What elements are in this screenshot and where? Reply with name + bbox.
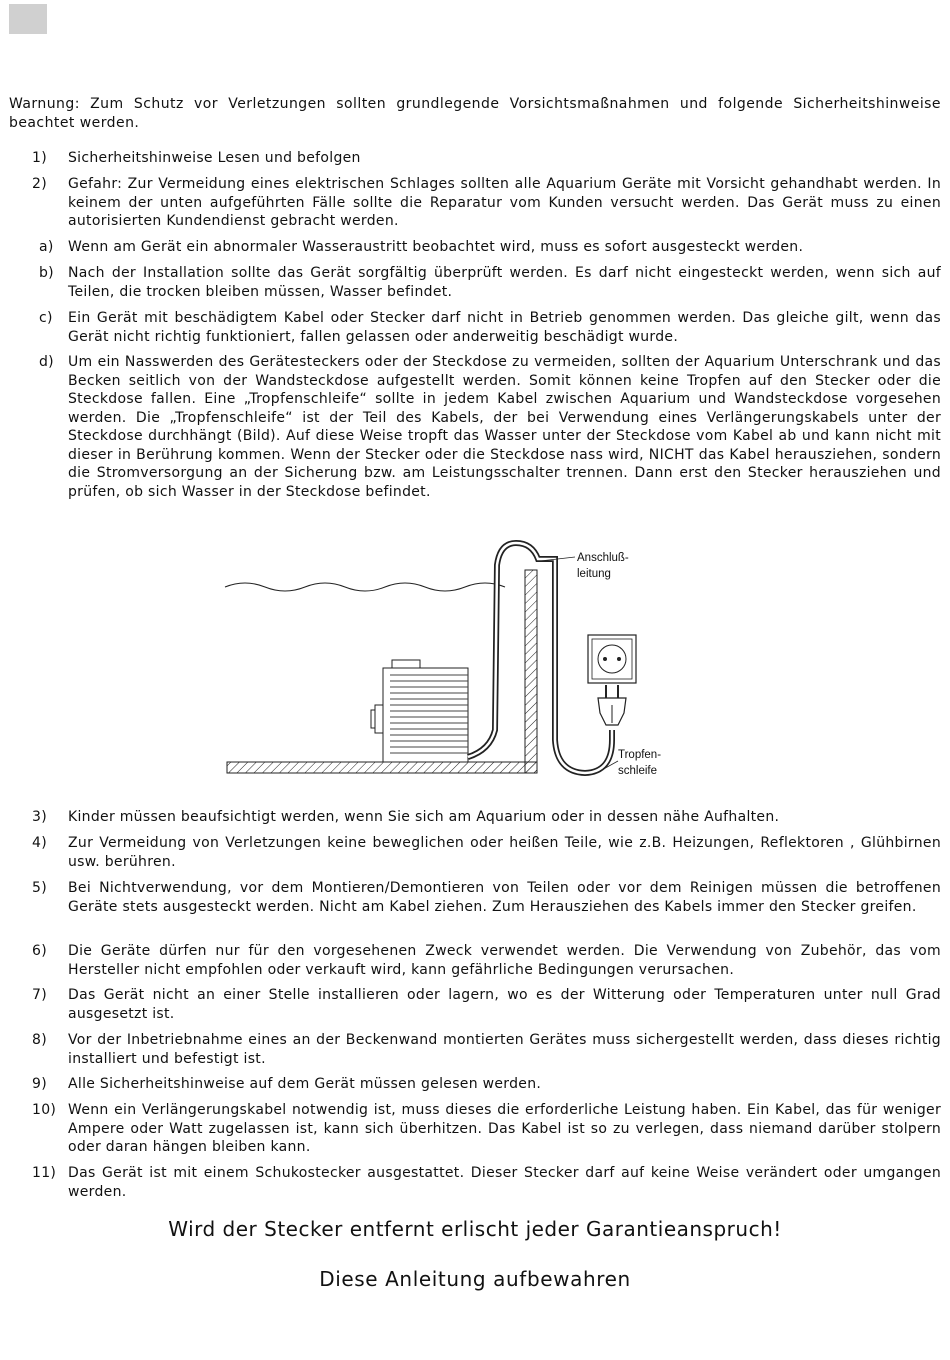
item-number: 10) bbox=[32, 1102, 57, 1118]
item-text: Das Gerät ist mit einem Schukostecker ausgestattet. Dieser Stecker darf auf keine Weise verändert oder umgangen werden. bbox=[68, 1165, 941, 1200]
list-item bbox=[9, 1031, 941, 1068]
warranty-warning: Wird der Stecker entfernt erlischt jeder Garantieanspruch! bbox=[168, 1217, 782, 1241]
item-letter: a) bbox=[39, 239, 54, 255]
list-item bbox=[9, 309, 941, 346]
label-loop-2: schleife bbox=[618, 765, 657, 777]
item-text: Ein Gerät mit beschädigtem Kabel oder Stecker darf nicht in Betrieb genommen werden. Das gleiche gilt, wenn das Gerät nicht richtig funktioniert, fallen gelassen oder anderweitig beschädigt wurde. bbox=[68, 310, 941, 345]
list-item bbox=[9, 942, 941, 979]
list-item bbox=[9, 175, 941, 231]
list-item bbox=[9, 264, 941, 301]
item-text: Nach der Installation sollte das Gerät sorgfältig überprüft werden. Es darf nicht eingesteckt werden, wenn sich auf Teilen, die trocken bleiben müssen, Wasser befindet. bbox=[68, 265, 941, 300]
item-number: 2) bbox=[32, 176, 47, 192]
list-item bbox=[9, 808, 941, 827]
item-text: Um ein Nasswerden des Gerätesteckers oder der Steckdose zu vermeiden, sollten der Aquarium Unterschrank und das Becken seitlich von der Wandsteckdose aufgestellt werden. Somit können keine Tropfen auf den Stecker oder die Steckdose fallen. Eine „Tropfenschleife“ sollte in jedem Kabel zwischen Aquarium und Wandsteckdose vorgesehen werden. Die „Tropfenschleife“ ist der Teil des Kabels, der bei Verwendung eines Verlängerungskabels unter der Steckdose durchhängt (Bild). Auf diese Weise tropft das Wasser unter der Steckdose vom Kabel ab und kann nicht mit dieser in Berührung kommen. Wenn der Stecker oder die Steckdose nass wird, NICHT das Kabel herausziehen, sondern die Stromversorgung an der Sicherung bzw. am Leistungsschalter trennen. Dann erst den Stecker herausziehen und prüfen, ob sich Wasser in der Steckdose befindet. bbox=[68, 354, 941, 500]
item-text: Die Geräte dürfen nur für den vorgesehenen Zweck verwendet werden. Die Verwendung von Zubehör, das vom Hersteller nicht empfohlen oder verkauft wird, kann gefährliche Bedingungen verursachen. bbox=[68, 943, 941, 978]
item-text: Sicherheitshinweise Lesen und befolgen bbox=[68, 150, 361, 166]
item-text: Kinder müssen beaufsichtigt werden, wenn Sie sich am Aquarium oder in dessen nähe Aufhalten. bbox=[68, 809, 780, 825]
water-surface bbox=[225, 583, 505, 591]
item-number: 5) bbox=[32, 880, 47, 896]
item-number: 1) bbox=[32, 150, 47, 166]
pump-device bbox=[371, 660, 468, 762]
item-number: 8) bbox=[32, 1032, 47, 1048]
item-letter: b) bbox=[39, 265, 54, 281]
aquarium-wall bbox=[525, 570, 537, 773]
item-number: 3) bbox=[32, 809, 47, 825]
label-cable-2: leitung bbox=[577, 568, 611, 580]
item-text: Zur Vermeidung von Verletzungen keine beweglichen oder heißen Teile, wie z.B. Heizungen, Reflektoren , Glühbirnen usw. berühren. bbox=[68, 835, 941, 870]
item-letter: c) bbox=[39, 310, 53, 326]
item-number: 4) bbox=[32, 835, 47, 851]
item-text: Vor der Inbetriebnahme eines an der Beckenwand montierten Gerätes muss sichergestellt werden, dass dieses richtig installiert und befestigt ist. bbox=[68, 1032, 941, 1067]
list-item bbox=[9, 1075, 941, 1094]
corner-marker bbox=[9, 4, 47, 34]
list-item bbox=[9, 986, 941, 1023]
plug bbox=[598, 685, 626, 725]
list-item bbox=[9, 1164, 941, 1201]
item-number: 6) bbox=[32, 943, 47, 959]
list-item bbox=[9, 149, 941, 168]
item-text: Bei Nichtverwendung, vor dem Montieren/Demontieren von Teilen oder vor dem Reinigen müssen die betroffenen Geräte stets ausgesteckt werden. Nicht am Kabel ziehen. Zum Herausziehen des Kabels immer den Stecker greifen. bbox=[68, 880, 941, 915]
item-text: Gefahr: Zur Vermeidung eines elektrischen Schlages sollten alle Aquarium Geräte mit Vorsicht gehandhabt werden. In keinem der unten aufgeführten Fälle sollte die Reparatur vom Kunden versucht werden. Das Gerät muss zu einen autorisierten Kundendienst gebracht werden. bbox=[68, 176, 941, 229]
item-text: Das Gerät nicht an einer Stelle installieren oder lagern, wo es der Witterung oder Temperaturen unter null Grad ausgesetzt ist. bbox=[68, 987, 941, 1022]
wall-socket bbox=[588, 635, 636, 683]
item-number: 7) bbox=[32, 987, 47, 1003]
item-text: Wenn ein Verlängerungskabel notwendig ist, muss dieses die erforderliche Leistung haben. Ein Kabel, das für weniger Ampere oder Watt zugelassen ist, kann sich überhitzen. Das Kabel ist so zu verlegen, dass niemand darüber stolpern oder daran hängen bleiben kann. bbox=[68, 1102, 941, 1155]
keep-instructions-note: Diese Anleitung aufbewahren bbox=[319, 1267, 631, 1291]
intro-warning: Warnung: Zum Schutz vor Verletzungen sollten grundlegende Vorsichtsmaßnahmen und folgende Sicherheitshinweise beachtet werden. bbox=[9, 96, 941, 131]
label-cable: Anschluß- bbox=[577, 552, 629, 564]
item-number: 11) bbox=[32, 1165, 57, 1181]
list-item bbox=[9, 834, 941, 871]
list-item bbox=[9, 1101, 941, 1157]
item-text: Alle Sicherheitshinweise auf dem Gerät müssen gelesen werden. bbox=[68, 1076, 542, 1092]
item-letter: d) bbox=[39, 354, 54, 370]
aquarium-floor bbox=[227, 762, 537, 773]
list-item bbox=[9, 353, 941, 501]
label-loop: Tropfen- bbox=[618, 749, 662, 761]
list-item bbox=[9, 238, 941, 257]
drip-loop-diagram bbox=[220, 535, 690, 785]
list-item bbox=[9, 879, 941, 916]
item-text: Wenn am Gerät ein abnormaler Wasseraustritt beobachtet wird, muss es sofort ausgesteckt werden. bbox=[68, 239, 804, 255]
item-number: 9) bbox=[32, 1076, 47, 1092]
